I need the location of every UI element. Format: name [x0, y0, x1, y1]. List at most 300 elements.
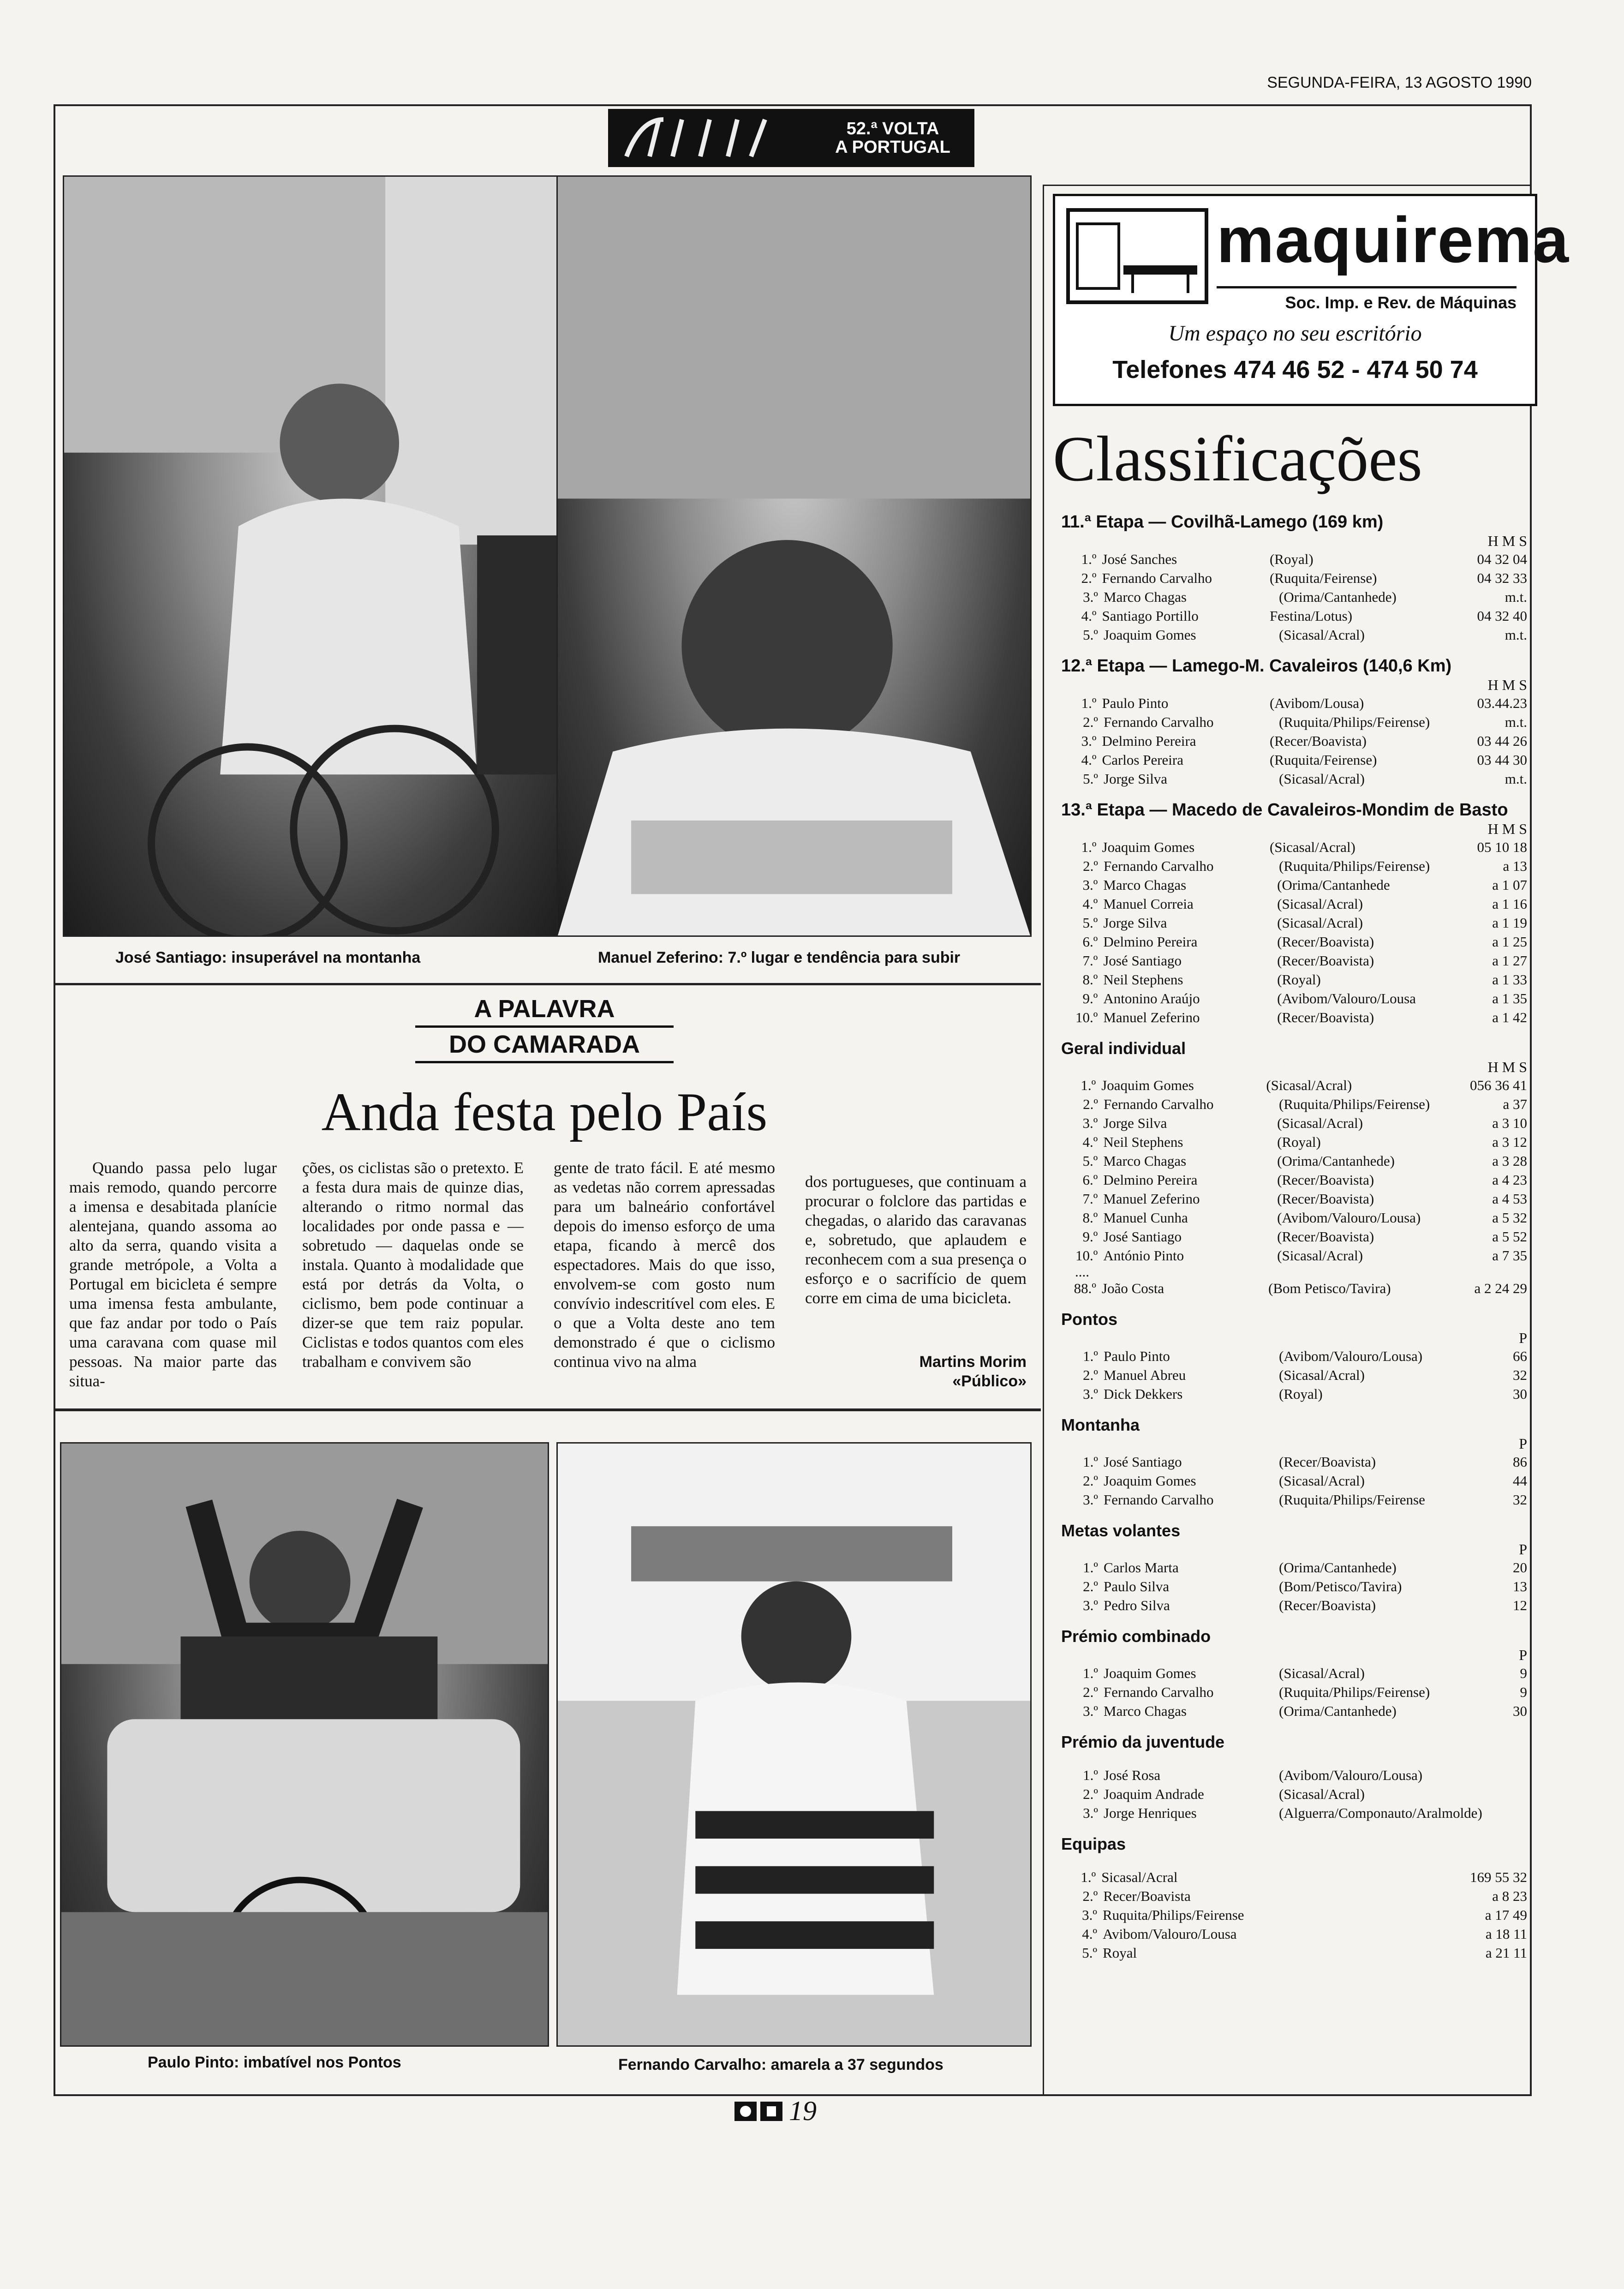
- row-value: 03 44 30: [1477, 752, 1527, 768]
- result-row: [1061, 713, 1527, 731]
- result-row: [1061, 875, 1527, 894]
- result-row: [1061, 1766, 1527, 1785]
- row-name: Recer/Boavista: [1103, 1888, 1191, 1904]
- row-position: 4.º: [1082, 1926, 1098, 1942]
- row-position: 2.º: [1083, 714, 1098, 730]
- row-position: 5.º: [1083, 627, 1098, 643]
- kicker-line1: A PALAVRA: [415, 992, 674, 1028]
- caption-top-left: José Santiago: insuperável na montanha: [115, 949, 421, 966]
- row-team: (Sicasal/Acral): [1277, 1247, 1363, 1264]
- result-row: [1061, 1906, 1527, 1924]
- row-team: (Orima/Cantanhede: [1277, 877, 1390, 893]
- row-name: Pedro Silva: [1104, 1597, 1170, 1613]
- result-row: [1061, 913, 1527, 932]
- row-value: a 1 19: [1492, 915, 1527, 931]
- geral-rows: [1061, 1076, 1527, 1265]
- row-value: a 13: [1503, 858, 1527, 874]
- caption-bottom-right: Fernando Carvalho: amarela a 37 segundos: [618, 2056, 943, 2073]
- row-name: Manuel Correia: [1103, 896, 1194, 912]
- row-name: Fernando Carvalho: [1104, 1096, 1214, 1112]
- row-name: Carlos Pereira: [1102, 752, 1183, 768]
- row-name: Manuel Abreu: [1104, 1367, 1186, 1383]
- metas-title: Metas volantes: [1061, 1521, 1181, 1540]
- row-name: Joaquim Gomes: [1101, 1077, 1194, 1093]
- row-team: (Bom/Petisco/Tavira): [1279, 1578, 1402, 1594]
- row-team: (Avibom/Valouro/Lousa): [1279, 1348, 1423, 1364]
- row-team: [1266, 1868, 1470, 1887]
- row-position: 2.º: [1083, 1786, 1098, 1802]
- photo-paulo-pinto: [60, 1442, 549, 2047]
- row-team: (Ruquita/Feirense): [1269, 752, 1377, 768]
- row-name: José Santiago: [1104, 1454, 1182, 1470]
- row-name: Dick Dekkers: [1104, 1386, 1183, 1402]
- result-row: [1061, 932, 1527, 951]
- row-position: 5.º: [1083, 771, 1098, 787]
- row-position: 1.º: [1083, 1767, 1098, 1783]
- result-row: [1061, 1924, 1527, 1943]
- geral-extra-row: [1061, 1279, 1527, 1298]
- row-team: (Royal): [1269, 551, 1314, 567]
- result-row: [1061, 1008, 1527, 1027]
- row-team: (Ruquita/Philips/Feirense): [1279, 1096, 1430, 1112]
- row-value: a 17 49: [1485, 1907, 1527, 1923]
- row-position: 4.º: [1082, 896, 1098, 912]
- row-team: (Sicasal/Acral): [1279, 1473, 1365, 1489]
- row-name: Jorge Silva: [1103, 915, 1167, 931]
- result-row: [1061, 587, 1527, 606]
- pontos-rows: [1061, 1347, 1527, 1403]
- volta-banner: [608, 109, 974, 167]
- row-team: (Recer/Boavista): [1277, 1009, 1374, 1025]
- row-position: 8.º: [1082, 1210, 1098, 1226]
- result-row: [1061, 606, 1527, 625]
- stage11-columns: H M S: [1487, 533, 1527, 549]
- montanha-columns: P: [1519, 1435, 1527, 1452]
- row-value: a 3 28: [1492, 1153, 1527, 1169]
- pontos-section: [1061, 1310, 1527, 1403]
- row-team: (Orima/Cantanhede): [1277, 1153, 1395, 1169]
- stage12-rows: [1061, 694, 1527, 788]
- row-position: 4.º: [1081, 608, 1097, 624]
- article-kicker: [415, 992, 674, 1063]
- row-name: Paulo Pinto: [1102, 695, 1169, 711]
- row-position: 1.º: [1083, 1665, 1098, 1681]
- row-team: (Sicasal/Acral): [1269, 839, 1355, 855]
- row-team: (Avibom/Valouro/Lousa: [1277, 990, 1416, 1007]
- metas-section: [1061, 1521, 1527, 1615]
- row-name: Avibom/Valouro/Lousa: [1103, 1926, 1237, 1942]
- row-position: 1.º: [1083, 1348, 1098, 1364]
- result-row: [1061, 1804, 1527, 1822]
- row-team: (Recer/Boavista): [1269, 733, 1367, 749]
- article-col-4: dos portugueses, que continuam a procurar o folclore das partidas e chegadas, o alarido das caravanas e, sobretudo, que aplaudem e reconhecem com a sua presença o esforço e o sacrifício de quem corre em cima de uma bicicleta.: [805, 1173, 1027, 1307]
- row-position: 3.º: [1083, 1386, 1098, 1402]
- row-name: Marco Chagas: [1103, 877, 1187, 893]
- stage12-columns: H M S: [1487, 677, 1527, 693]
- row-name: Delmino Pereira: [1103, 934, 1198, 950]
- stage13-section: [1061, 800, 1527, 1027]
- row-name: José Santiago: [1103, 953, 1182, 969]
- result-row: [1061, 1887, 1527, 1906]
- row-position: 10.º: [1075, 1009, 1098, 1025]
- row-team: (Recer/Boavista): [1279, 1597, 1376, 1613]
- row-position: 4.º: [1082, 1134, 1098, 1150]
- row-name: Antonino Araújo: [1103, 990, 1200, 1007]
- row-position: 1.º: [1081, 1869, 1096, 1885]
- maquirema-ad: [1053, 194, 1570, 406]
- result-row: [1061, 951, 1527, 970]
- row-position: 4.º: [1081, 752, 1097, 768]
- result-row: [1061, 838, 1527, 857]
- row-value: a 1 27: [1492, 953, 1527, 969]
- row-value: a 4 23: [1492, 1172, 1527, 1188]
- row-team: (Orima/Cantanhede): [1279, 1703, 1397, 1719]
- row-name: Manuel Zeferino: [1103, 1009, 1200, 1025]
- row-name: Delmino Pereira: [1102, 733, 1196, 749]
- result-row: [1061, 1558, 1527, 1577]
- row-value: a 2 24 29: [1474, 1280, 1527, 1296]
- publication-logo-icon: [734, 2100, 784, 2123]
- row-position: 1.º: [1081, 551, 1097, 567]
- result-row: [1061, 1114, 1527, 1133]
- row-position: 3.º: [1083, 1805, 1098, 1821]
- result-row: [1061, 1347, 1527, 1366]
- row-name: José Santiago: [1103, 1228, 1182, 1245]
- result-row: [1061, 1596, 1527, 1615]
- row-position: 2.º: [1083, 858, 1098, 874]
- row-position: 3.º: [1081, 733, 1097, 749]
- row-team: (Recer/Boavista): [1277, 1172, 1374, 1188]
- row-value: 9: [1520, 1665, 1527, 1681]
- result-row: [1061, 1366, 1527, 1384]
- row-team: (Avibom/Valouro/Lousa): [1279, 1767, 1423, 1783]
- stage13-title: 13.ª Etapa — Macedo de Cavaleiros-Mondim de Basto: [1061, 800, 1508, 820]
- row-position: 3.º: [1083, 1597, 1098, 1613]
- row-name: Jorge Henriques: [1104, 1805, 1197, 1821]
- results-title: Classificações: [1053, 423, 1422, 495]
- row-name: Delmino Pereira: [1103, 1172, 1198, 1188]
- row-position: 5.º: [1082, 1945, 1098, 1961]
- row-value: 03.44.23: [1477, 695, 1527, 711]
- row-position: 88.º: [1074, 1280, 1096, 1296]
- row-value: a 5 32: [1492, 1210, 1527, 1226]
- row-name: Marco Chagas: [1103, 1153, 1187, 1169]
- row-position: 6.º: [1082, 934, 1098, 950]
- row-team: (Royal): [1279, 1386, 1323, 1402]
- row-team: (Ruquita/Philips/Feirense): [1279, 1684, 1430, 1700]
- result-row: [1061, 1095, 1527, 1114]
- row-value: 30: [1513, 1703, 1527, 1719]
- row-team: (Ruquita/Philips/Feirense): [1279, 714, 1430, 730]
- result-row: [1061, 1189, 1527, 1208]
- row-value: a 8 23: [1492, 1888, 1527, 1904]
- row-position: 9.º: [1082, 1228, 1098, 1245]
- equipas-rows: [1061, 1868, 1527, 1962]
- row-value: a 4 53: [1492, 1191, 1527, 1207]
- stage12-title: 12.ª Etapa — Lamego-M. Cavaleiros (140,6 Km): [1061, 656, 1452, 676]
- ad-subtitle: Soc. Imp. e Rev. de Máquinas: [1217, 286, 1517, 312]
- row-name: Joaquim Andrade: [1104, 1786, 1204, 1802]
- row-name: José Rosa: [1104, 1767, 1161, 1783]
- row-team: [1274, 1906, 1485, 1924]
- geral-ellipsis: ....: [1075, 1264, 1089, 1280]
- article-author: Martins Morim: [919, 1353, 1027, 1371]
- row-name: Fernando Carvalho: [1104, 1684, 1214, 1700]
- row-value: a 7 35: [1492, 1247, 1527, 1264]
- ad-phones: Telefones 474 46 52 - 474 50 74: [1112, 356, 1478, 383]
- stage13-rows: [1061, 838, 1527, 1027]
- row-value: 04 32 04: [1477, 551, 1527, 567]
- row-position: 7.º: [1082, 953, 1098, 969]
- furniture-logo-icon: [1063, 205, 1211, 307]
- row-value: 30: [1513, 1386, 1527, 1402]
- row-value: 04 32 33: [1477, 570, 1527, 586]
- row-name: Paulo Pinto: [1104, 1348, 1170, 1364]
- row-name: Fernando Carvalho: [1102, 570, 1212, 586]
- row-team: (Sicasal/Acral): [1279, 1786, 1365, 1802]
- row-position: 1.º: [1083, 1559, 1098, 1576]
- equipas-title: Equipas: [1061, 1834, 1126, 1853]
- row-value: a 1 35: [1492, 990, 1527, 1007]
- result-row: [1061, 1452, 1527, 1471]
- result-row: [1061, 694, 1527, 713]
- article-col-2: ções, os ciclistas são o pretexto. E a festa dura mais de quinze dias, alterando o ritmo normal das localidades por onde passa e — sobretudo — daquelas onde se instala. Quanto à modalidade que está por detrás da Volta, o ciclismo, bem pode continuar a dizer-se que tem raiz popular. Ciclistas e todos quantos com eles trabalham e convivem são: [302, 1159, 524, 1371]
- row-team: (Recer/Boavista): [1279, 1454, 1376, 1470]
- row-value: a 5 52: [1492, 1228, 1527, 1245]
- row-value: a 3 12: [1492, 1134, 1527, 1150]
- stage11-section: [1061, 512, 1527, 644]
- pontos-title: Pontos: [1061, 1310, 1117, 1329]
- row-team: (Sicasal/Acral): [1277, 915, 1363, 931]
- row-name: Manuel Zeferino: [1103, 1191, 1200, 1207]
- row-position: 2.º: [1081, 570, 1097, 586]
- combinado-columns: P: [1519, 1647, 1527, 1663]
- row-position: 2.º: [1083, 1096, 1098, 1112]
- row-position: 2.º: [1083, 1684, 1098, 1700]
- row-name: Santiago Portillo: [1102, 608, 1199, 624]
- result-row: [1061, 569, 1527, 587]
- result-row: [1061, 1490, 1527, 1509]
- row-value: a 21 11: [1485, 1945, 1527, 1961]
- result-row: [1061, 1471, 1527, 1490]
- row-value: 66: [1513, 1348, 1527, 1364]
- result-row: [1061, 1227, 1527, 1246]
- row-name: Jorge Silva: [1103, 1115, 1167, 1131]
- row-value: 04 32 40: [1477, 608, 1527, 624]
- row-position: 2.º: [1083, 1367, 1098, 1383]
- row-name: Joaquim Gomes: [1104, 1473, 1196, 1489]
- row-value: m.t.: [1505, 627, 1527, 643]
- row-position: 2.º: [1083, 1578, 1098, 1594]
- row-position: 1.º: [1081, 695, 1097, 711]
- row-team: [1274, 1924, 1486, 1943]
- result-row: [1061, 989, 1527, 1008]
- row-team: (Bom Petisco/Tavira): [1268, 1280, 1391, 1296]
- juventude-title: Prémio da juventude: [1061, 1732, 1225, 1751]
- page-number: 19: [789, 2096, 817, 2126]
- row-value: [1496, 1766, 1527, 1785]
- row-name: António Pinto: [1103, 1247, 1184, 1264]
- row-value: 05 10 18: [1477, 839, 1527, 855]
- row-team: (Sicasal/Acral): [1266, 1077, 1352, 1093]
- row-value: a 18 11: [1485, 1926, 1527, 1942]
- row-value: [1496, 1785, 1527, 1804]
- result-row: [1061, 1702, 1527, 1720]
- row-position: 2.º: [1083, 1473, 1098, 1489]
- result-row: [1061, 625, 1527, 644]
- result-row: [1061, 1208, 1527, 1227]
- article-source: «Público»: [952, 1372, 1027, 1390]
- row-name: Marco Chagas: [1104, 589, 1187, 605]
- stage11-rows: [1061, 550, 1527, 644]
- row-name: Royal: [1103, 1945, 1137, 1961]
- row-name: Fernando Carvalho: [1104, 714, 1214, 730]
- combinado-rows: [1061, 1664, 1527, 1720]
- row-team: (Royal): [1277, 971, 1321, 988]
- banner-line2: A PORTUGAL: [835, 138, 950, 157]
- result-row: [1061, 1577, 1527, 1596]
- row-name: José Sanches: [1102, 551, 1177, 567]
- result-row: [1061, 857, 1527, 875]
- row-name: Jorge Silva: [1104, 771, 1168, 787]
- row-team: Festina/Lotus): [1269, 608, 1353, 624]
- article-headline: Anda festa pelo País: [321, 1082, 768, 1142]
- row-value: 169 55 32: [1470, 1869, 1528, 1885]
- row-value: [1496, 1804, 1527, 1822]
- result-row: [1061, 1133, 1527, 1151]
- row-value: a 1 33: [1492, 971, 1527, 988]
- row-position: 3.º: [1083, 1703, 1098, 1719]
- row-position: 7.º: [1082, 1191, 1098, 1207]
- row-name: Ruquita/Philips/Feirense: [1103, 1907, 1244, 1923]
- result-row: [1061, 1868, 1527, 1887]
- caption-top-right: Manuel Zeferino: 7.º lugar e tendência para subir: [598, 949, 961, 966]
- result-row: [1061, 894, 1527, 913]
- row-team: [1274, 1943, 1486, 1962]
- row-position: 8.º: [1082, 971, 1098, 988]
- row-position: 1.º: [1081, 1077, 1096, 1093]
- row-value: m.t.: [1505, 589, 1527, 605]
- row-value: 20: [1513, 1559, 1527, 1576]
- row-team: (Royal): [1277, 1134, 1321, 1150]
- row-team: (Recer/Boavista): [1277, 934, 1374, 950]
- row-position: 5.º: [1082, 915, 1098, 931]
- result-row: [1061, 769, 1527, 788]
- row-name: Joaquim Gomes: [1102, 839, 1195, 855]
- row-position: 10.º: [1075, 1247, 1098, 1264]
- montanha-section: [1061, 1415, 1527, 1509]
- row-team: (Ruquita/Feirense): [1269, 570, 1377, 586]
- row-position: 3.º: [1083, 1492, 1098, 1508]
- stage12-section: [1061, 656, 1527, 788]
- row-value: a 1 07: [1492, 877, 1527, 893]
- result-row: [1061, 1076, 1527, 1095]
- row-team: (Recer/Boavista): [1277, 953, 1374, 969]
- banner-line1: 52.ª VOLTA: [846, 119, 939, 138]
- row-position: 6.º: [1082, 1172, 1098, 1188]
- row-team: (Ruquita/Philips/Feirense): [1279, 858, 1430, 874]
- row-name: Joaquim Gomes: [1104, 1665, 1196, 1681]
- row-team: (Sicasal/Acral): [1279, 627, 1365, 643]
- geral-columns: H M S: [1487, 1059, 1527, 1075]
- row-position: 1.º: [1083, 1454, 1098, 1470]
- row-team: (Avibom/Lousa): [1269, 695, 1364, 711]
- combinado-title: Prémio combinado: [1061, 1627, 1211, 1646]
- row-position: 3.º: [1082, 877, 1098, 893]
- article-top-rule: [54, 983, 1041, 985]
- volta-logo-icon: [608, 110, 811, 166]
- row-value: a 1 25: [1492, 934, 1527, 950]
- juventude-section: [1061, 1732, 1527, 1822]
- row-position: 9.º: [1082, 990, 1098, 1007]
- row-value: 03 44 26: [1477, 733, 1527, 749]
- stage11-title: 11.ª Etapa — Covilhã-Lamego (169 km): [1061, 512, 1384, 532]
- row-name: Marco Chagas: [1104, 1703, 1187, 1719]
- row-team: (Recer/Boavista): [1277, 1228, 1374, 1245]
- juventude-rows: [1061, 1766, 1527, 1822]
- result-row: [1061, 1246, 1527, 1265]
- ad-brand: maquirema: [1217, 204, 1570, 276]
- row-position: 3.º: [1082, 1115, 1098, 1131]
- row-team: (Orima/Cantanhede): [1279, 589, 1397, 605]
- row-name: Fernando Carvalho: [1104, 858, 1214, 874]
- row-position: 5.º: [1082, 1153, 1098, 1169]
- results-container: [1061, 512, 1527, 1962]
- result-row: [1061, 550, 1527, 569]
- geral-title: Geral individual: [1061, 1039, 1186, 1058]
- article-bottom-rule: [54, 1408, 1041, 1411]
- result-row: [1061, 1943, 1527, 1962]
- row-value: m.t.: [1505, 771, 1527, 787]
- row-value: a 1 42: [1492, 1009, 1527, 1025]
- row-name: Sicasal/Acral: [1101, 1869, 1178, 1885]
- caption-bottom-left: Paulo Pinto: imbatível nos Pontos: [148, 2054, 401, 2071]
- row-value: a 37: [1503, 1096, 1527, 1112]
- stage13-columns: H M S: [1487, 821, 1527, 837]
- pontos-columns: P: [1519, 1330, 1527, 1346]
- page-footer: [734, 2095, 817, 2127]
- row-value: a 1 16: [1492, 896, 1527, 912]
- row-team: (Sicasal/Acral): [1279, 771, 1365, 787]
- page-date: SEGUNDA-FEIRA, 13 AGOSTO 1990: [1267, 74, 1532, 91]
- row-team: (Sicasal/Acral): [1279, 1367, 1365, 1383]
- montanha-title: Montanha: [1061, 1415, 1140, 1434]
- row-team: (Avibom/Valouro/Lousa): [1277, 1210, 1421, 1226]
- result-row: [1061, 1683, 1527, 1702]
- row-position: 1.º: [1081, 839, 1097, 855]
- row-team: [1277, 1887, 1492, 1906]
- row-value: 44: [1513, 1473, 1527, 1489]
- result-row: [1061, 1384, 1527, 1403]
- metas-rows: [1061, 1558, 1527, 1615]
- montanha-rows: [1061, 1452, 1527, 1509]
- combinado-section: [1061, 1627, 1527, 1720]
- geral-section: [1061, 1039, 1527, 1298]
- result-row: [1061, 1664, 1527, 1683]
- row-value: 13: [1513, 1578, 1527, 1594]
- result-row: [1061, 1785, 1527, 1804]
- result-row: [1061, 731, 1527, 750]
- photo-jose-santiago: [63, 175, 570, 937]
- row-value: 056 36 41: [1470, 1077, 1528, 1093]
- row-value: a 3 10: [1492, 1115, 1527, 1131]
- row-team: (Orima/Cantanhede): [1279, 1559, 1397, 1576]
- result-row: [1061, 970, 1527, 989]
- article-col-3: gente de trato fácil. E até mesmo as vedetas não correm apressadas para um balneário confortável depois do imenso esforço de uma etapa, ficando à mercê dos espectadores. Mais do que isso, envolvem-se com gosto num convívio indescritível com eles. E o que a Volta deste ano tem demonstrado é que o ciclismo continua vivo na alma: [554, 1159, 775, 1371]
- photo-fernando-carvalho: [556, 1442, 1032, 2047]
- row-team: (Alguerra/Componauto/Aralmolde): [1279, 1805, 1482, 1821]
- row-position: 2.º: [1082, 1888, 1098, 1904]
